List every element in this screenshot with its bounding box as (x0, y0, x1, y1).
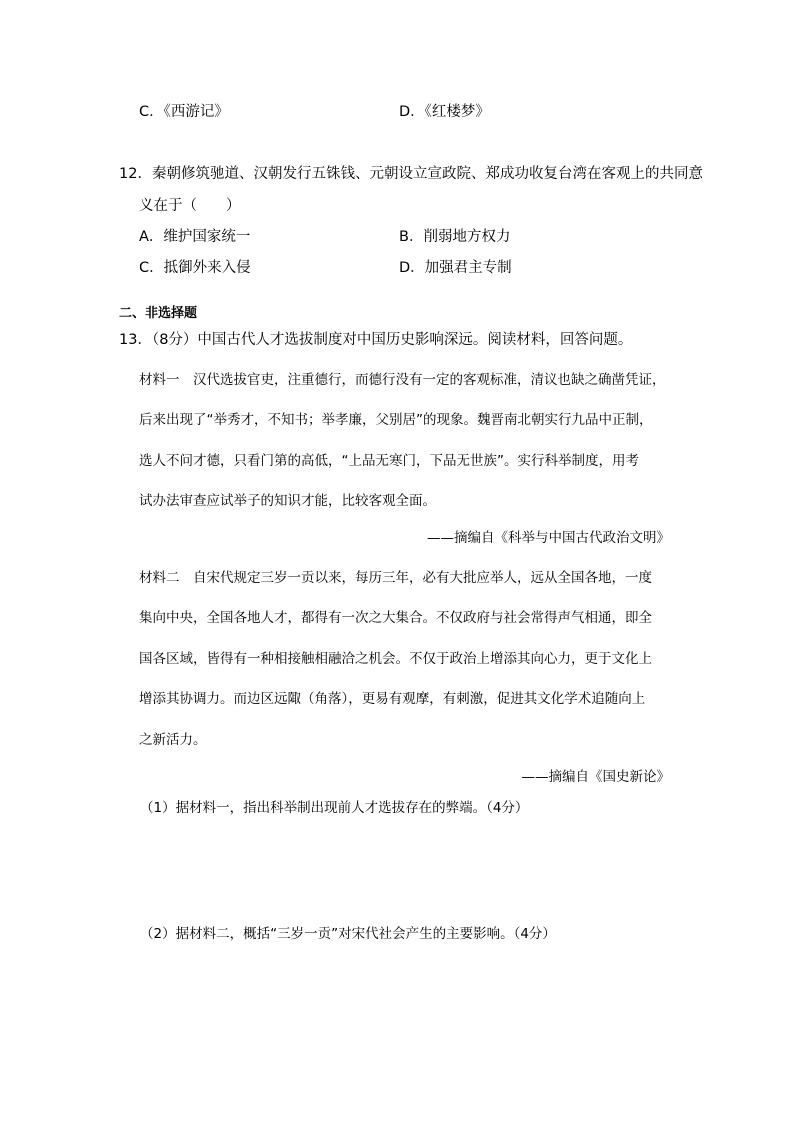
material1-line: 材料一 汉代选拔官吏，注重德行，而德行没有一定的客观标准，清议也缺之确凿凭证， (139, 372, 666, 388)
q12-option-b: B．削弱地方权力 (399, 229, 511, 245)
subquestion-2: （2）据材料二，概括“三岁一贡”对宋代社会产生的主要影响。（4分） (140, 926, 556, 942)
q11-option-d: D．《红楼梦》 (399, 104, 490, 120)
material2-line: 国各区域，皆得有一种相接触相融洽之机会。不仅于政治上增添其向心力，更于文化上 (139, 651, 652, 667)
q13-stem: 13．（8分）中国古代人才选拔制度对中国历史影响深远。阅读材料，回答问题。 (119, 332, 633, 348)
material2-line: 集向中央，全国各地人才，都得有一次之大集合。不仅政府与社会常得声气相通，即全 (139, 610, 652, 626)
material1-line: 试办法审查应试举子的知识才能，比较客观全面。 (139, 493, 436, 509)
q12-option-a: A．维护国家统一 (139, 229, 251, 245)
material2-line: 之新活力。 (139, 732, 207, 748)
section-heading: 二、非选择题 (119, 306, 198, 321)
q12-option-c: C．抵御外来入侵 (139, 260, 251, 276)
material2-line: 材料二 自宋代规定三岁一贡以来，每历三年，必有大批应举人，远从全国各地，一度 (139, 570, 652, 586)
q11-option-c: C．《西游记》 (139, 104, 229, 120)
material2-line: 增添其协调力。而边区远陬（角落），更易有观摩，有刺激，促进其文化学术追随向上 (139, 691, 646, 707)
q12-option-d: D．加强君主专制 (399, 260, 512, 276)
q12-stem-line2: 义在于（ ） (139, 198, 241, 214)
material1-line: 选人不问才德，只看门第的高低，“上品无寒门，下品无世族”。实行科举制度，用考 (139, 453, 639, 469)
subquestion-1: （1）据材料一，指出科举制出现前人才选拔存在的弊端。（4分） (140, 800, 529, 816)
q12-stem-line1: 12．秦朝修筑驰道、汉朝发行五铢钱、元朝设立宣政院、郑成功收复台湾在客观上的共同意 (119, 166, 703, 182)
material1-line: 后来出现了“举秀才，不知书；举孝廉，父别居”的现象。魏晋南北朝实行九品中正制， (139, 412, 653, 428)
material2-source: ——摘编自《国史新论》 (521, 769, 670, 785)
material1-source: ——摘编自《科举与中国古代政治文明》 (427, 530, 670, 546)
